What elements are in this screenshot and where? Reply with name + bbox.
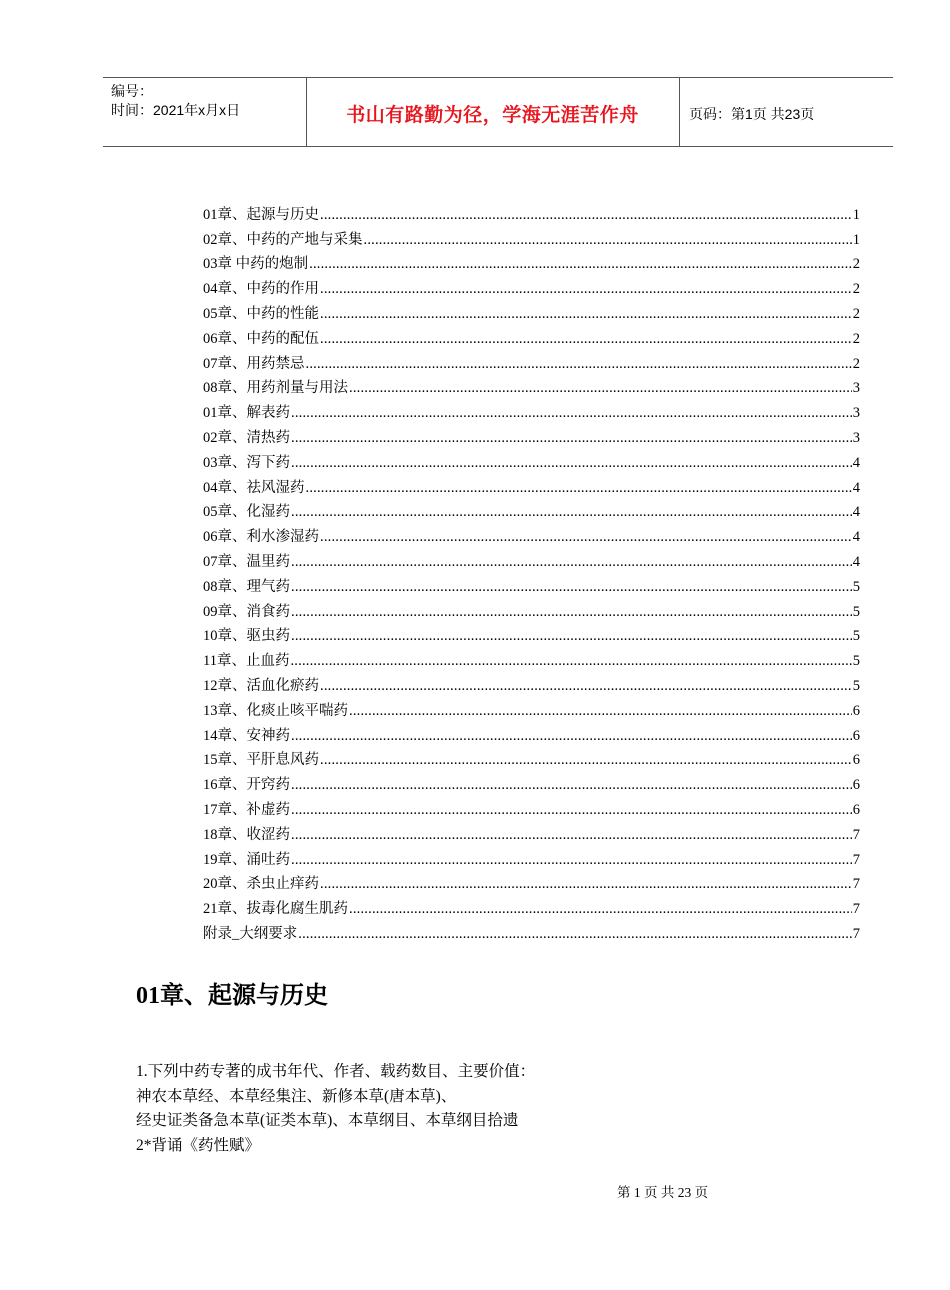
document-number-label: 编号： bbox=[111, 83, 153, 99]
toc-leader-dots bbox=[309, 256, 852, 273]
toc-entry-label: 11章、止血药 bbox=[203, 653, 290, 670]
toc-leader-dots bbox=[349, 380, 852, 397]
toc-entry-page: 7 bbox=[852, 876, 860, 893]
toc-entry-page: 2 bbox=[852, 256, 860, 273]
toc-entry[interactable] bbox=[203, 670, 860, 695]
toc-entry-label: 18章、收涩药 bbox=[203, 826, 290, 843]
header-page-label: 页码：第1页 共23页 bbox=[689, 106, 815, 122]
toc-leader-dots bbox=[349, 703, 852, 720]
toc-leader-dots bbox=[320, 306, 852, 323]
toc-entry-page: 2 bbox=[852, 305, 860, 322]
toc-entry[interactable] bbox=[203, 695, 860, 720]
toc-leader-dots bbox=[291, 430, 852, 447]
toc-leader-dots bbox=[320, 331, 852, 348]
toc-entry-label: 06章、中药的配伍 bbox=[203, 330, 319, 347]
toc-entry-page: 3 bbox=[852, 380, 860, 397]
toc-entry[interactable] bbox=[203, 645, 860, 670]
toc-entry-label: 14章、安神药 bbox=[203, 727, 290, 744]
toc-entry-page: 6 bbox=[852, 702, 860, 719]
toc-entry-label: 10章、驱虫药 bbox=[203, 628, 290, 645]
body-line: 经史证类备急本草(证类本草)、本草纲目、本草纲目拾遗 bbox=[136, 1112, 519, 1129]
toc-entry-label: 07章、用药禁忌 bbox=[203, 355, 305, 372]
toc-entry-page: 3 bbox=[852, 429, 860, 446]
toc-entry-label: 12章、活血化瘀药 bbox=[203, 677, 319, 694]
chapter-body bbox=[136, 1060, 535, 1158]
toc-entry-label: 03章 中药的炮制 bbox=[203, 256, 309, 273]
toc-entry-label: 19章、涌吐药 bbox=[203, 851, 290, 868]
toc-entry[interactable] bbox=[203, 720, 860, 745]
toc-leader-dots bbox=[290, 653, 851, 670]
toc-entry[interactable] bbox=[203, 199, 860, 224]
toc-entry-page: 2 bbox=[852, 355, 860, 372]
toc-entry[interactable] bbox=[203, 621, 860, 646]
toc-entry[interactable] bbox=[203, 373, 860, 398]
toc-entry[interactable] bbox=[203, 869, 860, 894]
toc-entry-page: 6 bbox=[852, 752, 860, 769]
toc-entry-page: 1 bbox=[852, 206, 860, 223]
toc-leader-dots bbox=[349, 901, 852, 918]
toc-entry-label: 20章、杀虫止痒药 bbox=[203, 876, 319, 893]
toc-entry-label: 21章、拔毒化腐生肌药 bbox=[203, 901, 348, 918]
toc-entry-label: 17章、补虚药 bbox=[203, 801, 290, 818]
toc-entry-page: 6 bbox=[852, 727, 860, 744]
header-motto-cell bbox=[306, 78, 680, 146]
toc-entry[interactable] bbox=[203, 323, 860, 348]
toc-entry[interactable] bbox=[203, 422, 860, 447]
chapter-title: 01章、起源与历史 bbox=[136, 983, 328, 1009]
toc-leader-dots bbox=[291, 579, 852, 596]
toc-entry-page: 7 bbox=[852, 826, 860, 843]
toc-entry[interactable] bbox=[203, 521, 860, 546]
toc-entry[interactable] bbox=[203, 397, 860, 422]
toc-entry-page: 2 bbox=[852, 281, 860, 298]
toc-leader-dots bbox=[320, 529, 852, 546]
toc-leader-dots bbox=[364, 232, 852, 249]
toc-entry-page: 7 bbox=[852, 901, 860, 918]
toc-entry-page: 5 bbox=[852, 578, 860, 595]
toc-entry-page: 4 bbox=[852, 553, 860, 570]
toc-entry-label: 02章、清热药 bbox=[203, 429, 290, 446]
toc-leader-dots bbox=[320, 752, 852, 769]
toc-entry-label: 01章、解表药 bbox=[203, 405, 290, 422]
toc-entry-page: 4 bbox=[852, 504, 860, 521]
toc-entry[interactable] bbox=[203, 546, 860, 571]
body-line: 2*背诵《药性赋》 bbox=[136, 1136, 261, 1154]
table-of-contents bbox=[203, 199, 860, 943]
toc-leader-dots bbox=[291, 554, 852, 571]
toc-entry-page: 4 bbox=[852, 479, 860, 496]
toc-entry-label: 15章、平肝息风药 bbox=[203, 752, 319, 769]
page-footer: 第 1 页 共 23 页 bbox=[617, 1185, 709, 1200]
toc-entry[interactable] bbox=[203, 794, 860, 819]
body-line: 神农本草经、本草经集注、新修本草(唐本草)、 bbox=[136, 1087, 457, 1105]
body-line: 1.下列中药专著的成书年代、作者、载药数目、主要价值： bbox=[136, 1063, 536, 1080]
toc-entry-label: 附录_大纲要求 bbox=[203, 925, 298, 942]
toc-entry-page: 4 bbox=[852, 454, 860, 471]
toc-entry-page: 7 bbox=[852, 925, 860, 942]
toc-entry[interactable] bbox=[203, 497, 860, 522]
toc-entry-label: 08章、用药剂量与用法 bbox=[203, 380, 348, 397]
toc-entry[interactable] bbox=[203, 224, 860, 249]
toc-entry-page: 5 bbox=[852, 677, 860, 694]
toc-entry-label: 16章、开窍药 bbox=[203, 777, 290, 794]
toc-entry-label: 03章、泻下药 bbox=[203, 454, 290, 471]
toc-entry-label: 06章、利水渗湿药 bbox=[203, 529, 319, 546]
toc-leader-dots bbox=[320, 281, 852, 298]
toc-entry-label: 08章、理气药 bbox=[203, 578, 290, 595]
page-header bbox=[103, 77, 893, 147]
toc-leader-dots bbox=[298, 926, 852, 943]
toc-entry-page: 5 bbox=[852, 653, 860, 670]
toc-entry[interactable] bbox=[203, 273, 860, 298]
toc-leader-dots bbox=[291, 628, 852, 645]
toc-entry-label: 04章、祛风湿药 bbox=[203, 479, 305, 496]
toc-leader-dots bbox=[320, 207, 852, 224]
toc-leader-dots bbox=[291, 604, 852, 621]
toc-entry[interactable] bbox=[203, 844, 860, 869]
toc-entry[interactable] bbox=[203, 249, 860, 274]
header-page-cell bbox=[679, 78, 893, 146]
header-motto: 书山有路勤为径，学海无涯苦作舟 bbox=[346, 104, 639, 126]
toc-leader-dots bbox=[320, 678, 852, 695]
toc-entry-label: 09章、消食药 bbox=[203, 603, 290, 620]
toc-entry-page: 1 bbox=[852, 231, 860, 248]
toc-leader-dots bbox=[291, 405, 852, 422]
toc-entry-page: 2 bbox=[852, 330, 860, 347]
toc-entry[interactable] bbox=[203, 472, 860, 497]
toc-entry-label: 02章、中药的产地与采集 bbox=[203, 231, 363, 248]
toc-entry-page: 5 bbox=[852, 628, 860, 645]
toc-leader-dots bbox=[320, 876, 852, 893]
toc-entry-page: 5 bbox=[852, 603, 860, 620]
toc-entry-label: 13章、化痰止咳平喘药 bbox=[203, 702, 348, 719]
toc-entry-label: 07章、温里药 bbox=[203, 553, 290, 570]
toc-leader-dots bbox=[291, 455, 852, 472]
toc-leader-dots bbox=[306, 356, 852, 373]
toc-entry[interactable] bbox=[203, 596, 860, 621]
toc-entry[interactable] bbox=[203, 893, 860, 918]
toc-entry[interactable] bbox=[203, 745, 860, 770]
toc-leader-dots bbox=[306, 480, 852, 497]
toc-entry[interactable] bbox=[203, 918, 860, 943]
toc-entry[interactable] bbox=[203, 571, 860, 596]
toc-leader-dots bbox=[291, 852, 852, 869]
toc-entry-label: 05章、中药的性能 bbox=[203, 305, 319, 322]
document-date-label: 时间：2021年x月x日 bbox=[111, 102, 241, 118]
toc-entry[interactable] bbox=[203, 769, 860, 794]
toc-entry-label: 05章、化湿药 bbox=[203, 504, 290, 521]
toc-entry-page: 6 bbox=[852, 777, 860, 794]
toc-entry-label: 04章、中药的作用 bbox=[203, 281, 319, 298]
toc-entry[interactable] bbox=[203, 298, 860, 323]
toc-leader-dots bbox=[291, 504, 852, 521]
toc-entry[interactable] bbox=[203, 348, 860, 373]
toc-leader-dots bbox=[291, 827, 852, 844]
toc-leader-dots bbox=[291, 777, 852, 794]
toc-entry[interactable] bbox=[203, 819, 860, 844]
toc-entry-page: 3 bbox=[852, 405, 860, 422]
header-info-cell bbox=[103, 78, 307, 146]
toc-entry-page: 6 bbox=[852, 801, 860, 818]
toc-leader-dots bbox=[291, 802, 852, 819]
toc-leader-dots bbox=[291, 728, 852, 745]
toc-entry-page: 4 bbox=[852, 529, 860, 546]
toc-entry-label: 01章、起源与历史 bbox=[203, 206, 319, 223]
toc-entry[interactable] bbox=[203, 447, 860, 472]
toc-entry-page: 7 bbox=[852, 851, 860, 868]
